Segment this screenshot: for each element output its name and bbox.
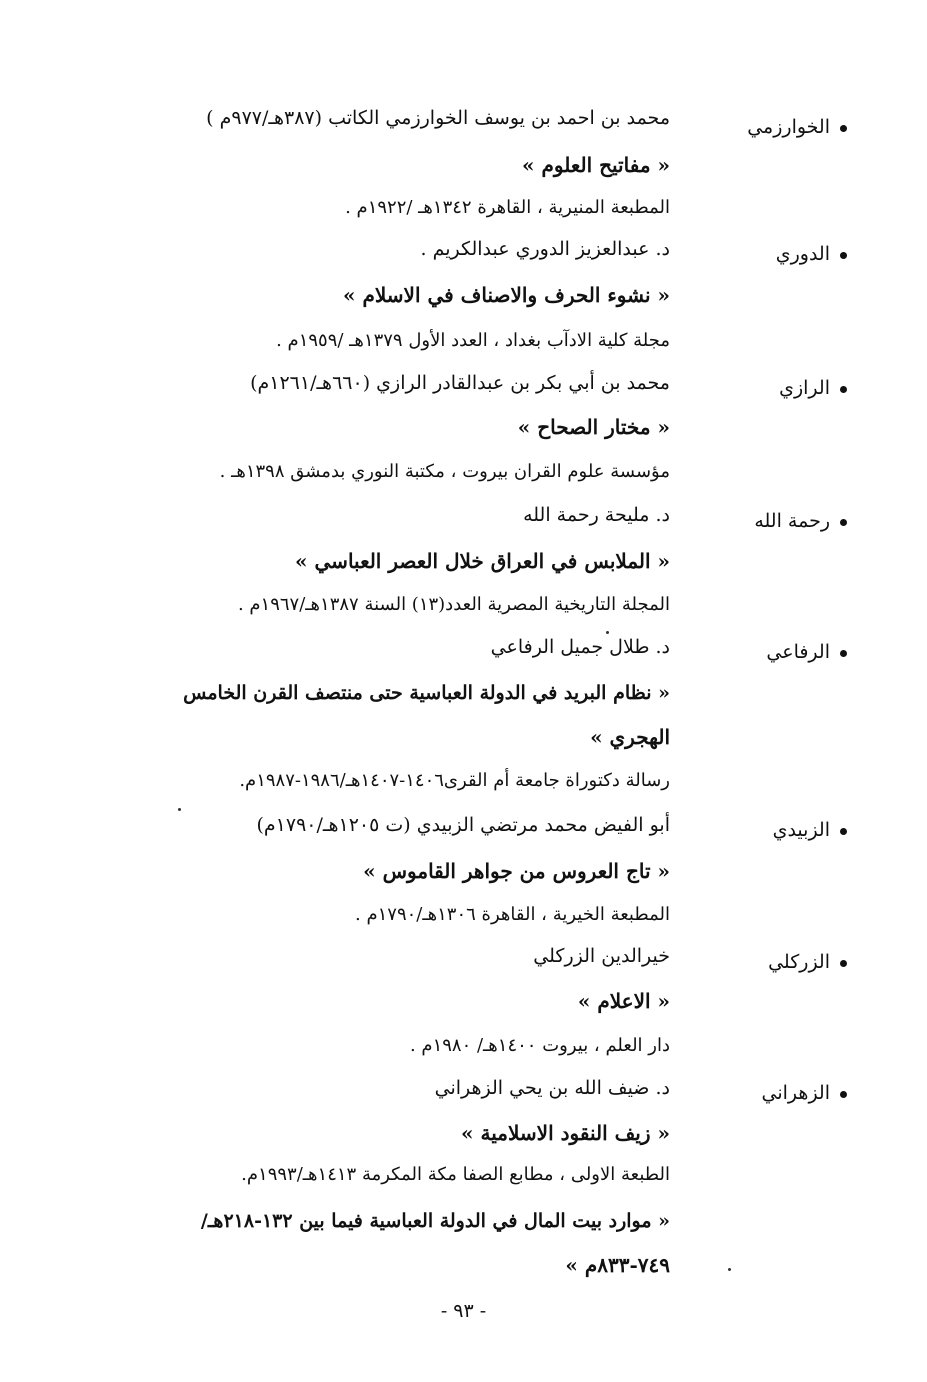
entry-label: الزبيدي: [773, 815, 847, 845]
page-number: - ٩٣ -: [440, 1300, 487, 1322]
entry-title: « نشوء الحرف والاصناف في الاسلام »: [343, 283, 670, 307]
bullet-icon: [840, 1091, 847, 1098]
entry-publication: المطبعة الخيرية ، القاهرة ١٣٠٦هـ/١٧٩٠م .: [355, 904, 670, 925]
entry-author: محمد بن احمد بن يوسف الخوارزمي الكاتب (٣٨٧هـ/٩٧٧م ): [206, 107, 670, 129]
bullet-icon: [840, 519, 847, 526]
entry-title: « تاج العروس من جواهر القاموس »: [363, 859, 670, 883]
bullet-icon: [840, 386, 847, 393]
entry-title: « مفاتيح العلوم »: [522, 153, 670, 177]
entry-author: محمد بن أبي بكر بن عبدالقادر الرازي (٦٦٠هـ/١٢٦١م): [250, 372, 670, 394]
entry-title-second-continued: ٧٤٩-٨٣٣م »: [565, 1253, 670, 1277]
entry-title-second: « موارد بيت المال في الدولة العباسية فيما بين ١٣٢-٢١٨هـ/: [200, 1210, 670, 1232]
scan-speck: [728, 1268, 731, 1271]
bullet-icon: [840, 828, 847, 835]
entry-publication: المجلة التاريخية المصرية العدد(١٣) السنة ١٣٨٧هـ/١٩٦٧م .: [237, 594, 670, 615]
entry-publication: المطبعة المنيرية ، القاهرة ١٣٤٢هـ /١٩٢٢م .: [345, 197, 670, 218]
entry-author: د. مليحة رحمة الله: [523, 504, 670, 526]
entry-label: الخوارزمي: [747, 112, 847, 142]
entry-publication: الطبعة الاولى ، مطابع الصفا مكة المكرمة ١٤١٣هـ/١٩٩٣م.: [241, 1164, 670, 1185]
entry-label: الزهراني: [762, 1078, 847, 1108]
bullet-icon: [840, 960, 847, 967]
bullet-icon: [840, 252, 847, 259]
entry-title: « زيف النقود الاسلامية »: [461, 1121, 670, 1145]
bullet-icon: [840, 650, 847, 657]
entry-label: رحمة الله: [754, 506, 847, 536]
entry-author: خيرالدين الزركلي: [533, 945, 670, 967]
entry-label: الرفاعي: [766, 637, 847, 667]
entry-title: « الملابس في العراق خلال العصر العباسي »: [295, 549, 670, 573]
scan-speck: [606, 631, 609, 634]
entry-publication: مجلة كلية الادآب بغداد ، العدد الأول ١٣٧٩هـ /١٩٥٩م .: [276, 330, 670, 351]
entry-publication: رسالة دكتوراة جامعة أم القرى١٤٠٦-١٤٠٧هـ/١٩٨٦-١٩٨٧م.: [239, 770, 670, 791]
entry-title: « مختار الصحاح »: [517, 415, 670, 439]
scan-speck: [178, 808, 181, 811]
entry-label: الدوري: [776, 239, 847, 269]
entry-author: أبو الفيض محمد مرتضي الزبيدي (ت ١٢٠٥هـ/١٧٩٠م): [256, 814, 670, 836]
entry-title: « الاعلام »: [577, 989, 670, 1013]
entry-title-continued: الهجري »: [590, 725, 670, 749]
bullet-icon: [840, 125, 847, 132]
entry-author: د. عبدالعزيز الدوري عبدالكريم .: [420, 238, 670, 260]
entry-label: الزركلي: [768, 947, 847, 977]
entry-author: د. طلال جميل الرفاعي: [490, 636, 670, 658]
entry-publication: دار العلم ، بيروت ١٤٠٠هـ/ ١٩٨٠م .: [409, 1035, 670, 1056]
entry-title: « نظام البريد في الدولة العباسية حتى منتصف القرن الخامس: [183, 682, 670, 704]
entry-author: د. ضيف الله بن يحي الزهراني: [434, 1077, 670, 1099]
entry-label: الرازي: [779, 373, 847, 403]
entry-publication: مؤسسة علوم القران بيروت ، مكتبة النوري بدمشق ١٣٩٨هـ .: [219, 461, 670, 482]
